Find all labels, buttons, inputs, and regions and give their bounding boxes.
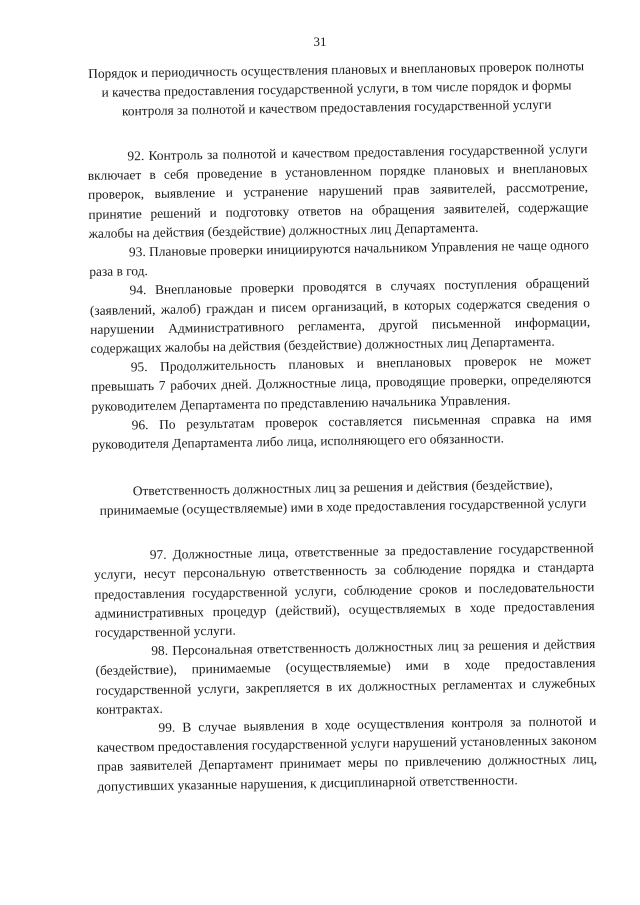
paragraph-97: 97. Должностные лица, ответственные за предоставление государственной услуги, несут персональную ответственность за соблюдение порядка и стандарта предоставления государственной услуги, соблюдение сроков и последовательности административных процедур (действий), осуществляемых в ходе предоставления государственной услуги.	[93, 540, 595, 640]
document-content	[86, 54, 597, 796]
section-inspections	[86, 56, 592, 454]
paragraph-94: 94. Внеплановые проверки проводятся в случаях поступления обращений (заявлений, жалоб) граждан и писем организаций, в которых содержатся сведения о нарушении Административного регламента, другой письменной информации, содержащих жалобы на действия (бездействие) должностных лиц Департамента.	[89, 275, 591, 356]
section-title-responsibility: Ответственность должностных лиц за решения и действия (бездействие), принимаемые (осуществляемые) ими в ходе предоставления государственной услуги	[99, 476, 587, 519]
section-body-responsibility	[94, 538, 598, 795]
section-title-inspections: Порядок и периодичность осуществления плановых и внеплановых проверок полноты и качества предоставления государственной услуги, в том числе порядок и формы контроля за полнотой и качеством предоставления государственной услуги	[88, 58, 585, 119]
section-responsibility	[93, 474, 598, 795]
paragraph-96: 96. По результатам проверок составляется письменная справка на имя руководителя Департамента либо лица, исполняющего его обязанности.	[91, 409, 592, 452]
paragraph-95: 95. Продолжительность плановых и внеплановых проверок не может превышать 7 рабочих дней. Должностные лица, проводящие проверки, определяются руководителем Департамента по представлению начальника Управления.	[90, 352, 592, 414]
section-body-inspections	[87, 139, 592, 454]
page-number: 31	[313, 34, 327, 49]
paragraph-92: 92. Контроль за полнотой и качеством предоставления государственной услуги включает в себя проведение в установленном порядке плановых и внеплановых проверок, выявление и устранение нарушений прав заявителей, рассмотрение, принятие решений и подготовку ответов на обращения заявителей, содержащие жалобы на действия (бездействие) должностных лиц Департамента.	[87, 141, 589, 241]
paragraph-98: 98. Персональная ответственность должностных лиц за решения и действия (бездействие), принимаемые (осуществляемые) ими в ходе предоставления государственной услуги, закрепляется в их должностных регламентах и служебных контрактах.	[95, 636, 596, 717]
paragraph-99: 99. В случае выявления в ходе осуществления контроля за полнотой и качеством предоставления государственной услуги нарушений установленных законом прав заявителей Департамент принимает меры по привлечению должностных лиц, допустивших указанные нарушения, к дисциплинарной ответственности.	[96, 713, 598, 794]
paragraph-93: 93. Плановые проверки инициируются начальником Управления не чаще одного раза в год.	[89, 237, 590, 280]
